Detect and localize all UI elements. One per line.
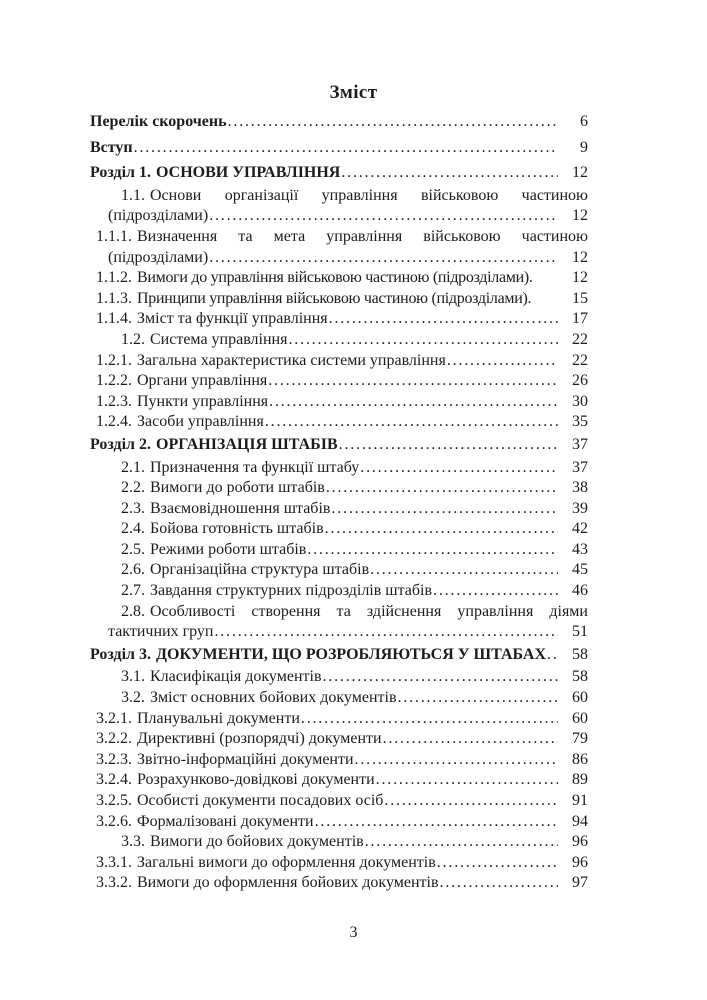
entry-text: Призначення та функції штабу — [150, 458, 360, 476]
entry-page-number: 89 — [572, 771, 588, 789]
entry-page-number: 51 — [572, 623, 588, 641]
page-number-footer: 3 — [349, 924, 358, 941]
entry-number: 2.3. — [121, 499, 145, 517]
entry-number: 3.2.1. — [96, 709, 132, 727]
toc-entry — [90, 138, 588, 159]
toc-line — [90, 602, 588, 623]
entry-text: Класифікація документів — [150, 668, 322, 686]
entry-number: 1.1.2. — [96, 269, 132, 287]
toc-entry — [90, 519, 588, 540]
entry-page-number: 22 — [572, 351, 588, 369]
entry-text: Формалізовані документи — [137, 812, 314, 830]
toc-entry — [90, 330, 588, 351]
entry-number: 1.1. — [121, 186, 145, 204]
toc-entry — [90, 540, 588, 561]
entry-page-number: 60 — [572, 709, 588, 727]
toc-line — [90, 622, 588, 643]
entry-page-number: 94 — [572, 812, 588, 830]
entry-number: 2.2. — [121, 479, 145, 497]
entry-text: Організаційна структура штабів — [150, 561, 370, 579]
toc-entry — [90, 709, 588, 730]
entry-page-number: 96 — [572, 833, 588, 851]
toc-entry — [90, 688, 588, 709]
entry-number: 2.7. — [121, 582, 145, 600]
toc-entry — [90, 309, 588, 330]
entry-page-number: 97 — [572, 874, 588, 892]
toc-entry — [90, 289, 588, 310]
entry-number: 3.3.2. — [96, 874, 132, 892]
toc-line — [90, 832, 588, 853]
toc-line — [90, 729, 588, 750]
entry-text: Розрахунково-довідкові документи — [137, 771, 375, 789]
entry-text: Звітно-інформаційні документи — [137, 750, 354, 768]
toc-entry — [90, 186, 588, 227]
toc-line — [90, 499, 588, 520]
entry-text: Визначення та мета управління військовою частиною — [137, 227, 588, 245]
toc-line — [90, 227, 588, 248]
entry-page-number: 37 — [572, 435, 588, 453]
toc-entry — [90, 478, 588, 499]
entry-text: Вимоги до оформлення бойових документів — [137, 874, 439, 892]
entry-text: Засоби управління — [137, 413, 264, 431]
toc-line — [90, 330, 588, 351]
leader-dots — [209, 248, 558, 269]
entry-page-number: 86 — [572, 750, 588, 768]
entry-page-number: 12 — [572, 207, 588, 225]
entry-page-number: 46 — [572, 582, 588, 600]
leader-dots — [360, 458, 558, 479]
entry-text: Основи організації управління військовою частиною — [150, 186, 588, 204]
toc-entry — [90, 412, 588, 433]
entry-text: Вимоги до роботи штабів — [150, 479, 325, 497]
entry-page-number: 9 — [580, 138, 588, 156]
entry-number: 1.1.1. — [96, 227, 132, 245]
toc-entry — [90, 667, 588, 688]
entry-page-number: 58 — [572, 668, 588, 686]
toc-entry — [90, 560, 588, 581]
leader-dots — [288, 330, 558, 351]
entry-text: Система управління — [150, 330, 288, 348]
entry-number: 3.2.6. — [96, 812, 132, 830]
toc-line — [90, 770, 588, 791]
toc-line — [90, 309, 588, 330]
leader-dots — [547, 645, 558, 666]
leader-dots — [134, 138, 558, 159]
entry-text: ОСНОВИ УПРАВЛІННЯ — [156, 164, 341, 182]
leader-dots — [370, 560, 558, 581]
toc-line — [90, 560, 588, 581]
entry-page-number: 39 — [572, 499, 588, 517]
entry-number: 2.5. — [121, 540, 145, 558]
entry-text: Взаємовідношення штабів — [150, 499, 331, 517]
entry-text: тактичних груп — [108, 623, 214, 641]
entry-text: Бойова готовність штабів — [150, 520, 324, 538]
toc-entry — [90, 371, 588, 392]
entry-number: 3.3. — [121, 833, 145, 851]
leader-dots — [323, 667, 559, 688]
entry-number: 3.2. — [121, 689, 145, 707]
entry-page-number: 38 — [572, 479, 588, 497]
toc-line — [90, 812, 588, 833]
page-title: Зміст — [329, 82, 378, 103]
entry-number: 1.2.4. — [96, 413, 132, 431]
entry-number: 3.2.4. — [96, 771, 132, 789]
entry-page-number: 26 — [572, 372, 588, 390]
entry-number: 1.2.2. — [96, 372, 132, 390]
entry-text: Зміст основних бойових документів — [150, 689, 397, 707]
leader-dots — [268, 371, 558, 392]
entry-number: 2.1. — [121, 458, 145, 476]
toc-entry — [90, 873, 588, 894]
leader-dots — [384, 791, 558, 812]
entry-page-number: 45 — [572, 561, 588, 579]
toc-line — [90, 645, 588, 666]
entry-page-number: 12 — [572, 269, 588, 287]
toc-entry — [90, 163, 588, 184]
entry-text: Вимоги до бойових документів — [150, 833, 364, 851]
toc-line — [90, 435, 588, 456]
entry-number: 1.1.3. — [96, 289, 132, 307]
entry-number: 1.2.3. — [96, 392, 132, 410]
entry-text: ДОКУМЕНТИ, ЩО РОЗРОБЛЯЮТЬСЯ У ШТАБАХ — [156, 645, 547, 663]
entry-text: (підрозділами) — [108, 248, 209, 266]
toc-line — [90, 873, 588, 894]
toc-entry — [90, 581, 588, 602]
leader-dots — [215, 622, 559, 643]
leader-dots — [326, 478, 558, 499]
toc-entry — [90, 853, 588, 874]
entry-page-number: 17 — [572, 310, 588, 328]
toc-line — [90, 688, 588, 709]
toc-line — [90, 392, 588, 413]
entry-page-number: 42 — [572, 520, 588, 538]
toc-line — [90, 138, 588, 159]
entry-page-number: 30 — [572, 392, 588, 410]
toc-line — [90, 750, 588, 771]
leader-dots — [315, 812, 558, 833]
leader-dots — [265, 412, 558, 433]
leader-dots — [301, 709, 558, 730]
entry-number: 2.6. — [121, 561, 145, 579]
entry-number: Розділ 1. — [90, 164, 152, 182]
leader-dots — [355, 750, 558, 771]
entry-number: 3.3.1. — [96, 853, 132, 871]
toc-line — [90, 351, 588, 372]
toc-entry — [90, 435, 588, 456]
entry-page-number: 15 — [572, 289, 588, 307]
entry-number: 3.2.2. — [96, 730, 132, 748]
leader-dots — [339, 435, 558, 456]
leader-dots — [269, 392, 558, 413]
toc-entry — [90, 392, 588, 413]
entry-number: 3.2.3. — [96, 750, 132, 768]
toc-line — [90, 268, 588, 289]
leader-dots — [228, 112, 558, 133]
entry-page-number: 79 — [572, 730, 588, 748]
leader-dots — [341, 163, 558, 184]
entry-text: Вступ — [90, 138, 133, 156]
toc-line — [90, 248, 588, 269]
leader-dots — [433, 581, 558, 602]
toc-entry — [90, 791, 588, 812]
entry-text: Принципи управління військовою частиною (підрозділами). — [137, 289, 532, 307]
toc-entries — [90, 112, 588, 894]
toc-entry — [90, 458, 588, 479]
leader-dots — [325, 519, 558, 540]
leader-dots — [329, 309, 558, 330]
entry-number: 2.4. — [121, 520, 145, 538]
toc-line — [90, 540, 588, 561]
toc-entry — [90, 770, 588, 791]
toc-entry — [90, 351, 588, 372]
toc-entry — [90, 112, 588, 133]
entry-number: 1.1.4. — [96, 310, 132, 328]
leader-dots — [440, 873, 558, 894]
entry-text: Органи управління — [137, 372, 268, 390]
toc-entry — [90, 645, 588, 666]
toc-entry — [90, 832, 588, 853]
toc-line — [90, 581, 588, 602]
entry-text: Перелік скорочень — [90, 113, 227, 130]
toc-entry — [90, 750, 588, 771]
entry-text: (підрозділами) — [108, 207, 209, 225]
entry-text: Особисті документи посадових осіб — [137, 792, 384, 809]
leader-dots — [376, 770, 558, 791]
entry-text: ОРГАНІЗАЦІЯ ШТАБІВ — [156, 435, 338, 453]
entry-text: Завдання структурних підрозділів штабів — [150, 582, 433, 600]
toc-line — [90, 112, 588, 133]
entry-text: Планувальні документи — [137, 709, 300, 727]
entry-page-number: 12 — [572, 164, 588, 182]
toc-line — [90, 458, 588, 479]
leader-dots — [398, 688, 559, 709]
toc-entry — [90, 812, 588, 833]
entry-number: Розділ 2. — [90, 435, 152, 453]
toc-line — [90, 791, 588, 812]
entry-text: Особливості створення та здійснення управління діями — [150, 602, 588, 620]
entry-page-number: 35 — [572, 413, 588, 431]
toc-line — [90, 519, 588, 540]
leader-dots — [365, 832, 558, 853]
toc-line — [90, 206, 588, 227]
toc-line — [90, 709, 588, 730]
entry-number: 2.8. — [121, 602, 145, 620]
entry-text: Пункти управління — [137, 392, 269, 410]
toc-entry — [90, 227, 588, 268]
leader-dots — [307, 540, 558, 561]
toc-entry — [90, 268, 588, 289]
entry-text: Загальна характеристика системи управління — [137, 351, 446, 369]
entry-page-number: 37 — [572, 458, 588, 476]
entry-text: Загальні вимоги до оформлення документів — [137, 853, 436, 871]
entry-number: 1.2.1. — [96, 351, 132, 369]
leader-dots — [209, 206, 558, 227]
toc-line — [90, 478, 588, 499]
leader-dots — [383, 729, 558, 750]
toc-entry — [90, 499, 588, 520]
leader-dots — [437, 853, 558, 874]
entry-page-number: 91 — [572, 792, 588, 809]
toc-line — [90, 186, 588, 207]
toc-line — [90, 667, 588, 688]
entry-number: 3.1. — [121, 668, 145, 686]
toc-line — [90, 412, 588, 433]
toc-line — [90, 163, 588, 184]
entry-text: Зміст та функції управління — [137, 310, 328, 328]
entry-page-number: 60 — [572, 689, 588, 707]
entry-number: Розділ 3. — [90, 645, 152, 663]
entry-text: Вимоги до управління військовою частиною (підрозділами). — [137, 269, 533, 287]
leader-dots — [331, 499, 558, 520]
entry-text: Режими роботи штабів — [150, 540, 307, 558]
entry-page-number: 12 — [572, 248, 588, 266]
toc-line — [90, 371, 588, 392]
toc-line — [90, 289, 588, 310]
entry-page-number: 22 — [572, 330, 588, 348]
entry-page-number: 58 — [572, 645, 588, 663]
leader-dots — [447, 351, 558, 372]
entry-text: Директивні (розпорядчі) документи — [137, 730, 382, 748]
entry-page-number: 96 — [572, 853, 588, 871]
entry-page-number: 43 — [572, 540, 588, 558]
entry-number: 3.2.5. — [96, 792, 132, 809]
entry-page-number: 6 — [580, 113, 588, 130]
toc-line — [90, 853, 588, 874]
toc-entry — [90, 602, 588, 643]
toc-entry — [90, 729, 588, 750]
entry-number: 1.2. — [121, 330, 145, 348]
